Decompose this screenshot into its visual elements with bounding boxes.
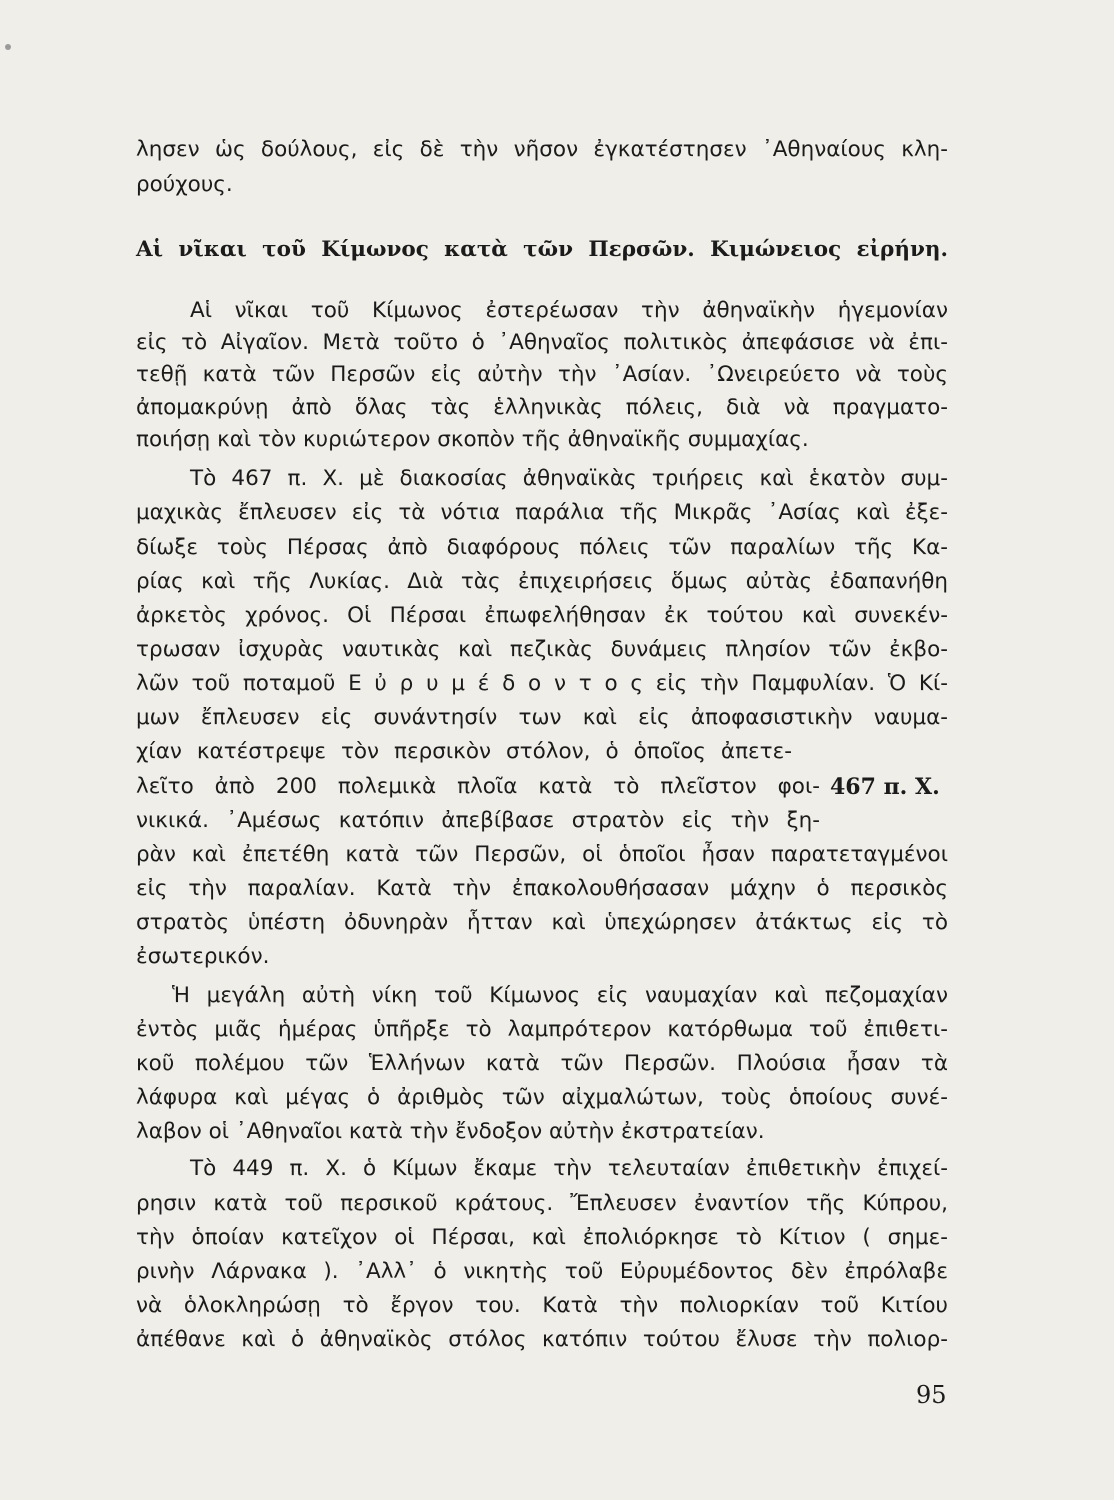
text-line: ρὰν καὶ ἐπετέθη κατὰ τῶν Περσῶν, οἱ ὁποῖοι ἦσαν παρατεταγμένοι: [136, 842, 948, 867]
scan-dot: [5, 44, 11, 50]
text-line: λησεν ὡς δούλους, εἰς δὲ τὴν νῆσον ἐγκατέστησεν ᾿Αθηναίους κλη-: [136, 137, 948, 162]
text-line: δίωξε τοὺς Πέρσας ἀπὸ διαφόρους πόλεις τῶν παραλίων τῆς Κα-: [136, 535, 948, 560]
text-line: ἀπομακρύνῃ ἀπὸ ὅλας τὰς ἑλληνικὰς πόλεις, διὰ νὰ πραγματο-: [136, 395, 948, 420]
text-line: ρησιν κατὰ τοῦ περσικοῦ κράτους. Ἔπλευσεν ἐναντίον τῆς Κύπρου,: [136, 1191, 948, 1216]
text-line: κοῦ πολέμου τῶν Ἑλλήνων κατὰ τῶν Περσῶν. Πλούσια ἦσαν τὰ: [136, 1051, 948, 1076]
text-line: λαβον οἱ ᾿Αθηναῖοι κατὰ τὴν ἔνδοξον αὐτὴν ἐκστρατείαν.: [136, 1119, 765, 1144]
section-heading: Αἱ νῖκαι τοῦ Κίμωνος κατὰ τῶν Περσῶν. Κιμώνειος εἰρήνη.: [136, 237, 948, 262]
text-line: χίαν κατέστρεψε τὸν περσικὸν στόλον, ὁ ὁποῖος ἀπετε-: [136, 739, 792, 764]
text-line: τεθῇ κατὰ τῶν Περσῶν εἰς αὐτὴν τὴν ᾿Ασίαν. ᾿Ωνειρεύετο νὰ τοὺς: [136, 362, 948, 387]
text-line: ἀρκετὸς χρόνος. Οἱ Πέρσαι ἐπωφελήθησαν ἐκ τούτου καὶ συνεκέν-: [136, 603, 948, 628]
margin-date: 467 π. Χ.: [830, 774, 940, 800]
text-line: νικικά. ᾿Αμέσως κατόπιν ἀπεβίβασε στρατὸν εἰς τὴν ξη-: [136, 808, 820, 833]
text-line: τὴν ὁποίαν κατεῖχον οἱ Πέρσαι, καὶ ἐπολιόρκησε τὸ Κίτιον ( σημε-: [136, 1225, 948, 1250]
text-line: ἐντὸς μιᾶς ἡμέρας ὑπῆρξε τὸ λαμπρότερον κατόρθωμα τοῦ ἐπιθετι-: [136, 1017, 948, 1042]
text-line: μων ἔπλευσεν εἰς συνάντησίν των καὶ εἰς ἀποφασιστικὴν ναυμα-: [136, 705, 948, 730]
text-line: Αἱ νῖκαι τοῦ Κίμωνος ἐστερέωσαν τὴν ἀθηναϊκὴν ἡγεμονίαν: [190, 298, 948, 323]
text-line: ρινὴν Λάρνακα ). ᾿Αλλ᾿ ὁ νικητὴς τοῦ Εὐρυμέδοντος δὲν ἐπρόλαβε: [136, 1259, 948, 1284]
text-line: νὰ ὁλοκληρώσῃ τὸ ἔργον του. Κατὰ τὴν πολιορκίαν τοῦ Κιτίου: [136, 1293, 948, 1318]
text-line: στρατὸς ὑπέστη ὀδυνηρὰν ἧτταν καὶ ὑπεχώρησεν ἀτάκτως εἰς τὸ: [136, 910, 948, 935]
text-line: λάφυρα καὶ μέγας ὁ ἀριθμὸς τῶν αἰχμαλώτων, τοὺς ὁποίους συνέ-: [136, 1085, 948, 1110]
text-line: ρίας καὶ τῆς Λυκίας. Διὰ τὰς ἐπιχειρήσεις ὅμως αὐτὰς ἐδαπανήθη: [136, 569, 948, 594]
text-line: ἐσωτερικόν.: [136, 944, 270, 969]
text-line: τρωσαν ἰσχυρὰς ναυτικὰς καὶ πεζικὰς δυνάμεις πλησίον τῶν ἐκβο-: [136, 637, 948, 662]
text-line: εἰς τὸ Αἰγαῖον. Μετὰ τοῦτο ὁ ᾿Αθηναῖος πολιτικὸς ἀπεφάσισε νὰ ἐπι-: [136, 330, 948, 355]
text-line: ἀπέθανε καὶ ὁ ἀθηναϊκὸς στόλος κατόπιν τούτου ἔλυσε τὴν πολιορ-: [136, 1327, 948, 1352]
text-line: Τὸ 467 π. Χ. μὲ διακοσίας ἀθηναϊκὰς τριήρεις καὶ ἑκατὸν συμ-: [190, 466, 948, 491]
text-line: ρούχους.: [136, 172, 233, 197]
text-line: λῶν τοῦ ποταμοῦ Ε ὐ ρ υ μ έ δ ο ν τ ο ς εἰς τὴν Παμφυλίαν. Ὁ Κί-: [136, 671, 948, 696]
text-line: λεῖτο ἀπὸ 200 πολεμικὰ πλοῖα κατὰ τὸ πλεῖστον φοι-: [136, 774, 820, 799]
text-line: μαχικὰς ἔπλευσεν εἰς τὰ νότια παράλια τῆς Μικρᾶς ᾿Ασίας καὶ ἐξε-: [136, 500, 948, 525]
text-line: ποιήσῃ καὶ τὸν κυριώτερον σκοπὸν τῆς ἀθηναϊκῆς συμμαχίας.: [136, 427, 809, 452]
text-line: Ἡ μεγάλη αὐτὴ νίκη τοῦ Κίμωνος εἰς ναυμαχίαν καὶ πεζομαχίαν: [172, 983, 948, 1008]
page-number: 95: [916, 1381, 947, 1409]
text-line: εἰς τὴν παραλίαν. Κατὰ τὴν ἐπακολουθήσασαν μάχην ὁ περσικὸς: [136, 876, 948, 901]
text-line: Τὸ 449 π. Χ. ὁ Κίμων ἔκαμε τὴν τελευταίαν ἐπιθετικὴν ἐπιχεί-: [190, 1156, 948, 1181]
